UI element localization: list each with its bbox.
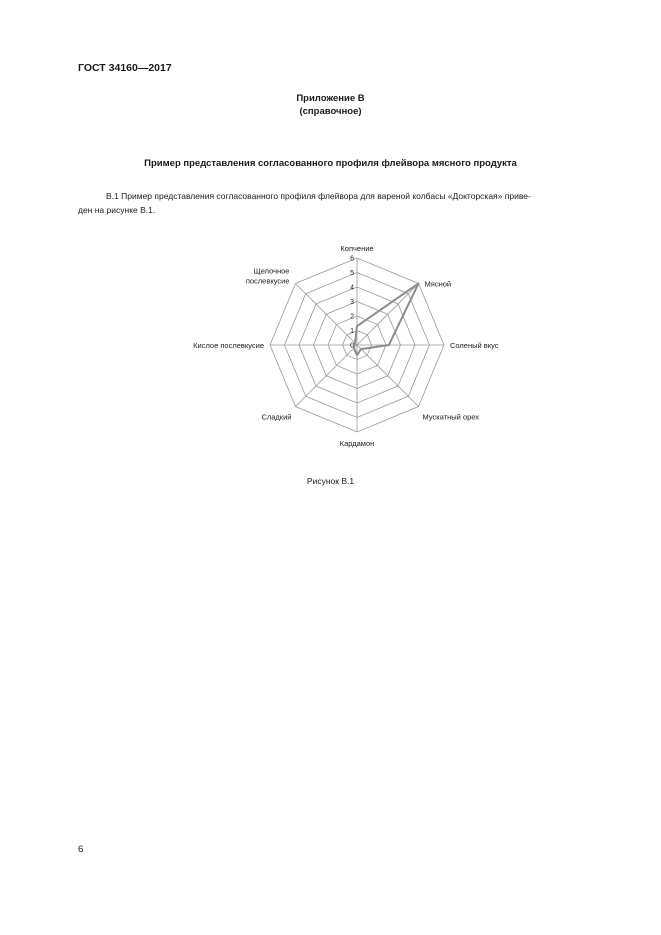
axis-label: Щелочное: [253, 266, 290, 276]
page-number: 6: [78, 844, 84, 855]
tick-label: 3: [350, 299, 354, 306]
tick-label: 5: [350, 270, 354, 277]
axis-label: Соленый вкус: [450, 341, 499, 350]
section-title: Пример представления согласованного профиля флейвора мясного продукта: [144, 158, 517, 169]
paragraph-line-2: ден на рисунке В.1.: [78, 205, 156, 215]
grid-spoke: [295, 283, 357, 345]
tick-label: 1: [350, 328, 354, 335]
radar-axis-labels: [193, 244, 499, 448]
radar-tick-labels: [350, 256, 354, 350]
appendix-subtitle: (справочное): [299, 106, 362, 117]
grid-spoke: [295, 342, 357, 407]
paragraph-line-1: Пример представления согласованного профиля флейвора для вареной колбасы «Докторская» приве-: [121, 191, 531, 201]
tick-label: 0: [350, 342, 354, 350]
grid-spoke: [357, 345, 419, 407]
axis-label: Сладкий: [261, 412, 292, 422]
axis-label: Мясной: [424, 279, 452, 289]
figure-caption: Рисунок В.1: [306, 476, 355, 486]
axis-label: Мускатный орех: [422, 412, 480, 422]
axis-label: Кардамон: [339, 439, 375, 448]
appendix-title: Приложение В: [296, 93, 365, 104]
paragraph-number: В.1: [106, 191, 119, 201]
axis-label: Кислое послевкусие: [193, 341, 264, 350]
tick-label: 6: [350, 255, 354, 263]
axis-label: Копчение: [340, 244, 374, 253]
grid-spoke: [357, 283, 419, 345]
document-code: ГОСТ 34160—2017: [78, 62, 172, 74]
tick-label: 2: [350, 313, 354, 321]
tick-label: 4: [350, 284, 354, 292]
axis-label-line-2: послевкусие: [245, 276, 290, 286]
